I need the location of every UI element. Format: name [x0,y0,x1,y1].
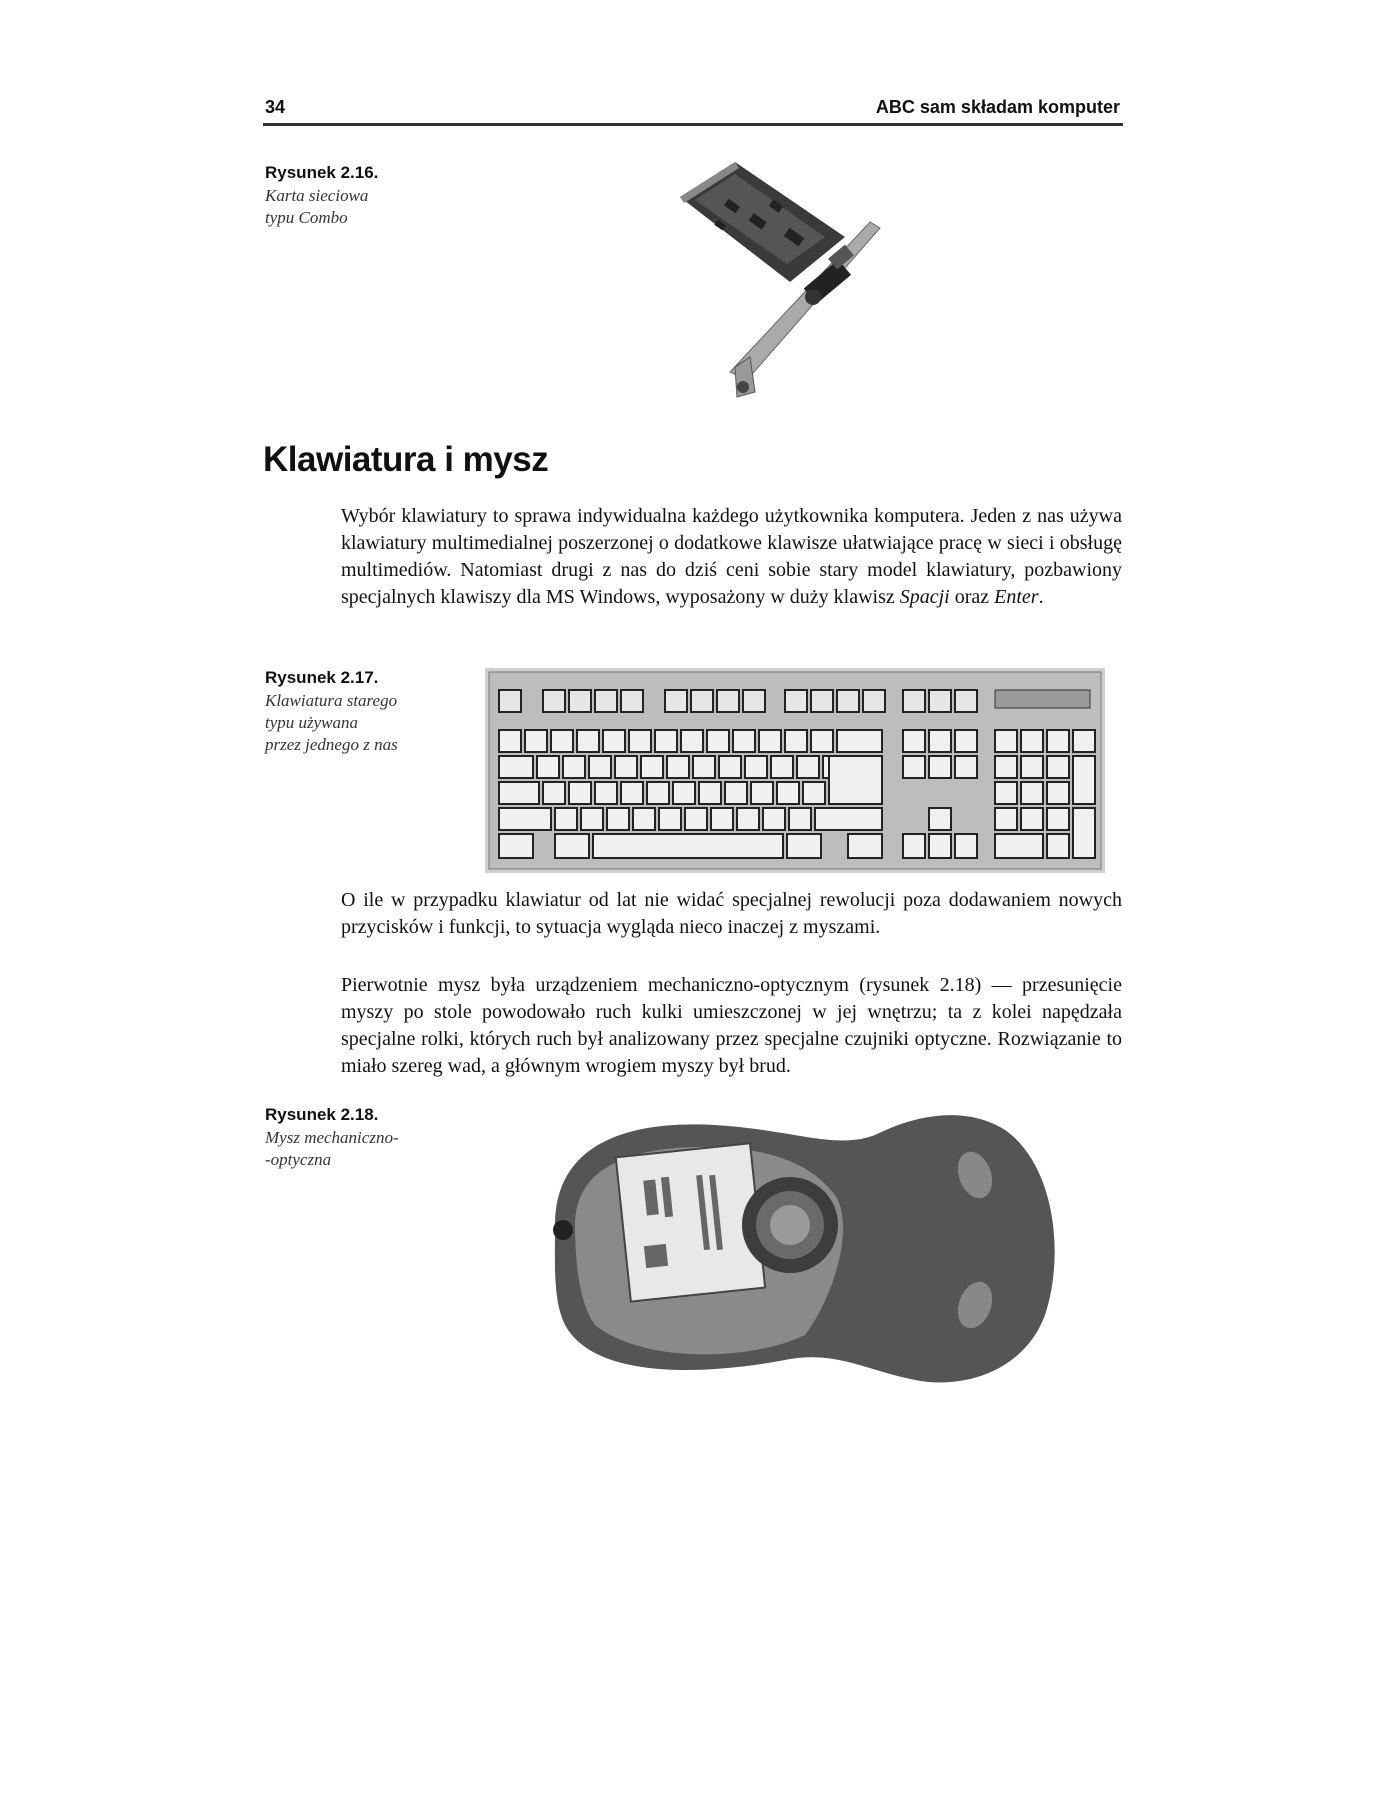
page-number: 34 [265,97,286,117]
paragraph-text: Wybór klawiatury to sprawa indywidualna każdego użytkownika komputera. Jeden z nas używa klawiatury multimedialnej poszerzonej o dodatkowe klawisze ułatwiające pracę w sieci i obsługę multimediów. Natomiast drugi z nas do dziś ceni sobie stary model klawiatury, pozbawiony specjalnych klawiszy dla MS Windows, wyposażony w duży klawisz [341,505,1122,608]
paragraph-text: oraz [949,586,995,608]
figure-description: Mysz mechaniczno- -optyczna [265,1128,399,1169]
figure-caption-2-16 [265,163,465,229]
paragraph-keyboard-evolution: O ile w przypadku klawiatur od lat nie widać specjalnej rewolucji poza dodawaniem nowych przycisków i funkcji, to sytuacja wygląda nieco inaczej z myszami. [341,889,1122,938]
figure-description: Klawiatura starego typu używana przez jednego z nas [265,691,398,754]
figure-description: Karta sieciowa typu Combo [265,186,369,227]
keyboard-image [485,668,1105,873]
key-name-enter: Enter [994,586,1039,608]
paragraph-mechanical-mouse: Pierwotnie mysz była urządzeniem mechaniczno-optycznym (rysunek 2.18) — przesunięcie myszy po stole powodowało ruch kulki umieszczonej w jej wnętrzu; ta z kolei napędzała specjalne rolki, których ruch był analizowany przez specjalne czujniki optyczne. Rozwiązanie to miało szereg wad, a głównym wrogiem myszy był brud. [341,974,1122,1077]
key-name-spacebar: Spacji [899,586,950,608]
figure-caption-2-17 [265,668,465,756]
figure-label: Rysunek 2.18. [265,1105,379,1124]
figure-label: Rysunek 2.16. [265,163,379,182]
header-rule [263,123,1123,126]
figure-caption-2-18 [265,1105,465,1171]
network-card-image [675,162,920,402]
paragraph-keyboard-choice [341,503,1122,611]
paragraph-text: . [1038,586,1044,608]
section-heading: Klawiatura i mysz [263,440,549,479]
mouse-image [535,1105,1065,1390]
figure-label: Rysunek 2.17. [265,668,379,687]
book-title: ABC sam składam komputer [875,97,1120,117]
